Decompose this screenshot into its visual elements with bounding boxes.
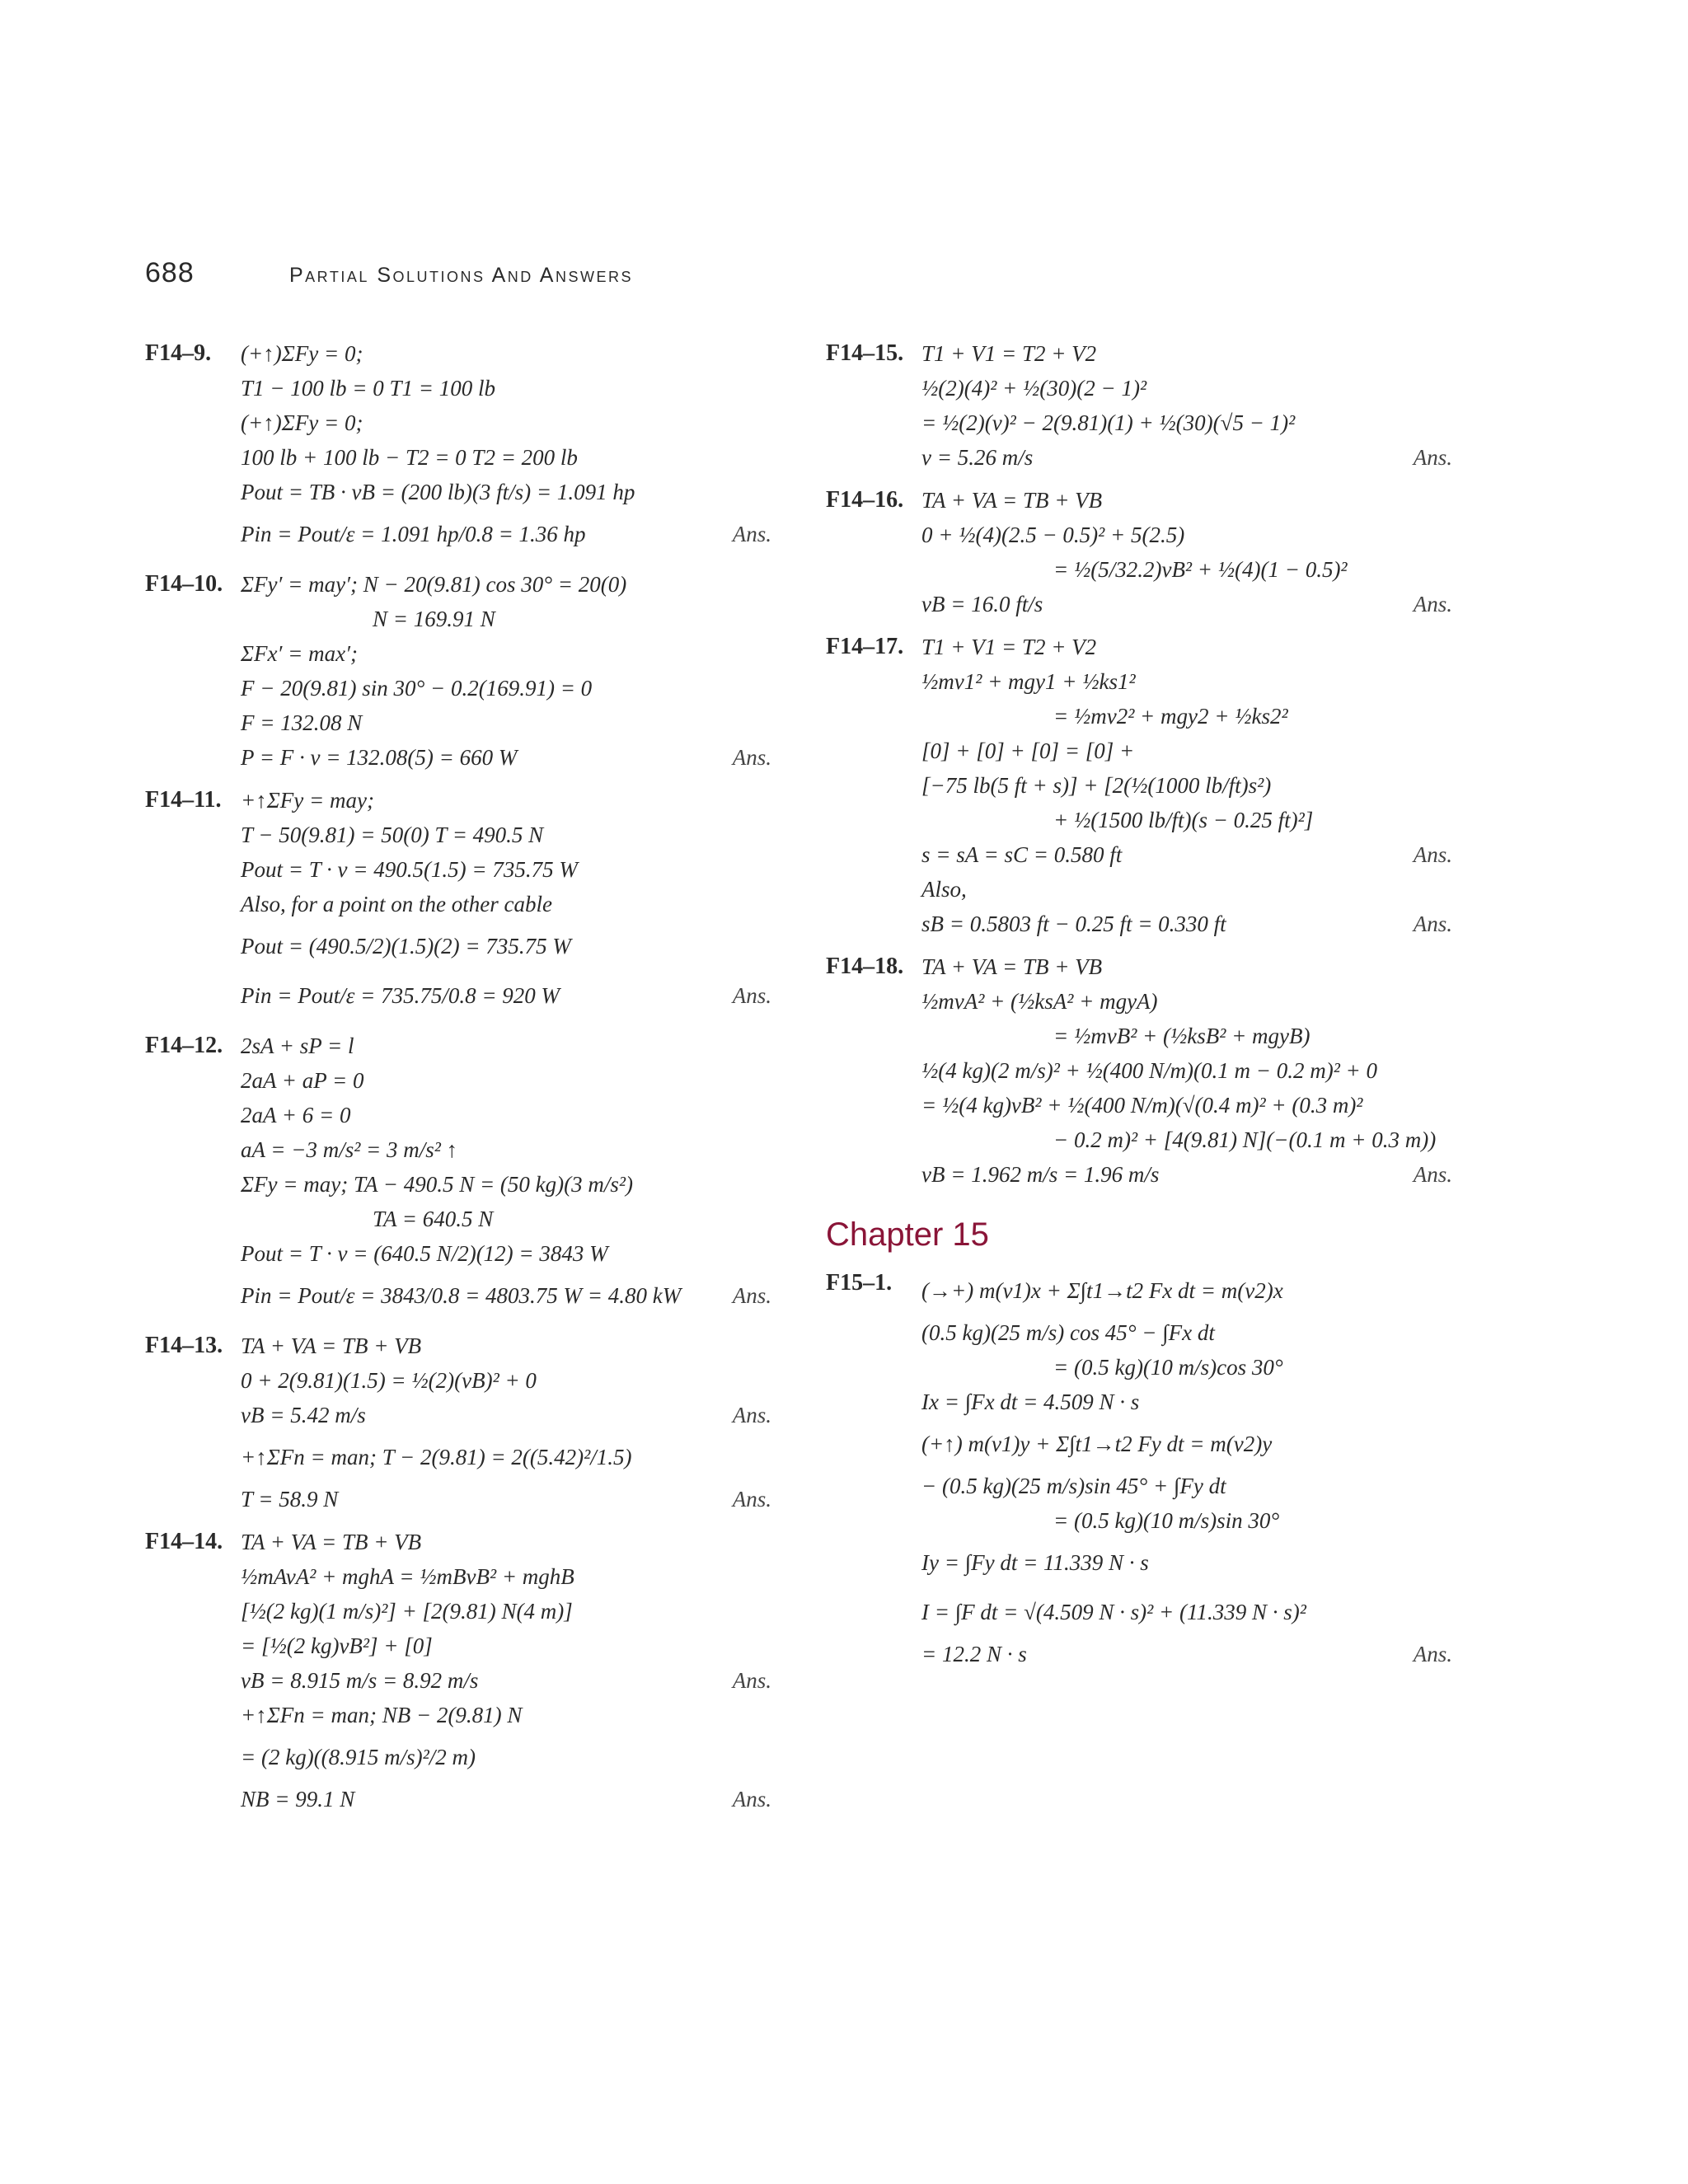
solution-line — [241, 783, 771, 818]
equation-text: 2aA + 6 = 0 — [241, 1103, 351, 1127]
equation-text: ΣFy = may; TA − 490.5 N = (50 kg)(3 m/s²) — [241, 1172, 633, 1197]
solution-line — [241, 509, 771, 559]
equation-text: T = 58.9 N — [241, 1487, 339, 1511]
solution-line — [921, 1350, 1452, 1385]
solution-line — [921, 483, 1452, 518]
solution-line — [241, 818, 771, 852]
solution-line — [241, 971, 771, 1020]
equation-text: (+↑)ΣFy = 0; — [241, 341, 363, 366]
solution-line — [921, 1503, 1452, 1538]
chapter-problems — [826, 1266, 1452, 1671]
answer-marker: Ans. — [1413, 912, 1452, 936]
right-column-problems — [826, 336, 1452, 1192]
solution-line — [241, 1482, 771, 1516]
solution-line — [921, 1266, 1452, 1315]
equation-text: Pin = Pout/ε = 735.75/0.8 = 920 W — [241, 983, 560, 1008]
solution-line — [921, 733, 1452, 768]
solution-line — [241, 1432, 771, 1482]
equation-text: sB = 0.5803 ft − 0.25 ft = 0.330 ft — [921, 912, 1226, 936]
problem-number: F14–10. — [145, 571, 223, 597]
equation-text: = ½(5/32.2)vB² + ½(4)(1 − 0.5)² — [1053, 557, 1348, 582]
problem-block — [826, 630, 1452, 941]
solution-line — [921, 371, 1452, 405]
equation-text: +↑ΣFy = may; — [241, 788, 374, 813]
solution-lines — [241, 1329, 771, 1516]
solution-line — [921, 630, 1452, 664]
problem-number: F14–11. — [145, 787, 222, 813]
equation-text: aA = −3 m/s² = 3 m/s² ↑ — [241, 1137, 458, 1162]
equation-text: + ½(1500 lb/ft)(s − 0.25 ft)²] — [1053, 808, 1314, 832]
solution-line — [921, 1088, 1452, 1122]
solution-line — [241, 371, 771, 405]
solution-line — [921, 768, 1452, 803]
solution-line — [241, 852, 771, 887]
equation-text: (+↑) m(v1)y + Σ∫t1→t2 Fy dt = m(v2)y — [921, 1432, 1273, 1456]
solution-line — [241, 1132, 771, 1167]
equation-text: s = sA = sC = 0.580 ft — [921, 842, 1123, 867]
solution-line — [921, 907, 1452, 941]
solution-line — [921, 1469, 1452, 1503]
running-head: Partial Solutions And Answers — [289, 264, 633, 287]
solution-line — [241, 475, 771, 509]
solution-lines — [241, 1525, 771, 1816]
equation-text: F − 20(9.81) sin 30° − 0.2(169.91) = 0 — [241, 676, 593, 701]
equation-text: T1 + V1 = T2 + V2 — [921, 341, 1097, 366]
equation-text: Pin = Pout/ε = 1.091 hp/0.8 = 1.36 hp — [241, 522, 586, 546]
solution-line — [921, 440, 1452, 475]
equation-text: Ix = ∫Fx dt = 4.509 N · s — [921, 1390, 1140, 1414]
equation-text: = ½mvB² + (½ksB² + mgyB) — [1053, 1024, 1311, 1048]
equation-text: = ½mv2² + mgy2 + ½ks2² — [1053, 704, 1288, 729]
problem-number: F14–17. — [826, 634, 904, 659]
equation-text: TA + VA = TB + VB — [921, 488, 1103, 513]
solution-line — [921, 1587, 1452, 1637]
equation-text: vB = 8.915 m/s = 8.92 m/s — [241, 1668, 479, 1693]
problem-number: F14–9. — [145, 340, 212, 366]
equation-text: ½mv1² + mgy1 + ½ks1² — [921, 669, 1136, 694]
equation-text: TA + VA = TB + VB — [241, 1333, 422, 1358]
equation-text: ½(2)(4)² + ½(30)(2 − 1)² — [921, 376, 1147, 401]
equation-text: NB = 99.1 N — [241, 1787, 355, 1811]
equation-text: +↑ΣFn = man; NB − 2(9.81) N — [241, 1703, 523, 1727]
solution-line — [241, 1525, 771, 1559]
equation-text: = ½(2)(v)² − 2(9.81)(1) + ½(30)(√5 − 1)² — [921, 410, 1296, 435]
equation-text: = (0.5 kg)(10 m/s)cos 30° — [1053, 1355, 1283, 1380]
equation-text: ½mvA² + (½ksA² + mgyA) — [921, 989, 1158, 1014]
equation-text: = [½(2 kg)vB²] + [0] — [241, 1633, 433, 1658]
equation-text: T1 + V1 = T2 + V2 — [921, 635, 1097, 659]
problem-number: F14–15. — [826, 340, 904, 366]
solution-line — [921, 518, 1452, 552]
problem-number: F14–16. — [826, 487, 904, 513]
solution-line — [241, 1271, 771, 1320]
solution-line — [921, 1637, 1452, 1671]
answer-marker: Ans. — [732, 745, 771, 770]
solution-line — [921, 405, 1452, 440]
solution-lines — [241, 336, 771, 559]
solution-line — [241, 671, 771, 705]
solution-lines — [921, 1266, 1452, 1671]
solution-line — [241, 1236, 771, 1271]
problem-number: F14–13. — [145, 1333, 223, 1358]
solution-line — [241, 567, 771, 602]
problem-block — [145, 567, 771, 775]
answer-marker: Ans. — [732, 1403, 771, 1427]
equation-text: Also, — [921, 877, 967, 902]
equation-text: v = 5.26 m/s — [921, 445, 1034, 470]
equation-text: [0] + [0] + [0] = [0] + — [921, 738, 1135, 763]
equation-text: (+↑)ΣFy = 0; — [241, 410, 363, 435]
solution-line — [241, 336, 771, 371]
equation-text: T1 − 100 lb = 0 T1 = 100 lb — [241, 376, 495, 401]
equation-text: Pout = T · v = 490.5(1.5) = 735.75 W — [241, 857, 578, 882]
solution-line — [921, 1538, 1452, 1587]
equation-text: Iy = ∫Fy dt = 11.339 N · s — [921, 1550, 1149, 1575]
solution-line — [921, 1419, 1452, 1469]
equation-text: Also, for a point on the other cable — [241, 892, 552, 916]
answer-marker: Ans. — [732, 1487, 771, 1511]
equation-text: I = ∫F dt = √(4.509 N · s)² + (11.339 N · s)² — [921, 1600, 1306, 1624]
solution-line — [241, 740, 771, 775]
solution-line — [921, 1019, 1452, 1053]
solution-line — [241, 921, 771, 971]
solution-lines — [921, 949, 1452, 1192]
solution-lines — [241, 567, 771, 775]
left-column — [145, 336, 771, 1825]
equation-text: vB = 1.962 m/s = 1.96 m/s — [921, 1162, 1160, 1187]
equation-text: − 0.2 m)² + [4(9.81) N](−(0.1 m + 0.3 m)) — [1053, 1127, 1437, 1152]
solution-line — [241, 1559, 771, 1594]
equation-text: Pout = TB · vB = (200 lb)(3 ft/s) = 1.091 hp — [241, 480, 635, 504]
equation-text: [½(2 kg)(1 m/s)²] + [2(9.81) N(4 m)] — [241, 1599, 573, 1624]
equation-text: 0 + 2(9.81)(1.5) = ½(2)(vB)² + 0 — [241, 1368, 537, 1393]
solution-line — [241, 1629, 771, 1663]
solution-line — [921, 949, 1452, 984]
solution-line — [241, 636, 771, 671]
solution-lines — [921, 336, 1452, 475]
equation-text: 100 lb + 100 lb − T2 = 0 T2 = 200 lb — [241, 445, 578, 470]
solution-line — [241, 1398, 771, 1432]
solution-line — [241, 405, 771, 440]
answer-marker: Ans. — [732, 1668, 771, 1693]
solution-line — [921, 1053, 1452, 1088]
equation-text: TA = 640.5 N — [373, 1207, 494, 1231]
page-number: 688 — [145, 257, 195, 288]
solution-line — [241, 602, 771, 636]
problem-block — [826, 1266, 1452, 1671]
equation-text: ΣFy′ = may′; N − 20(9.81) cos 30° = 20(0) — [241, 572, 627, 597]
equation-text: = ½(4 kg)vB² + ½(400 N/m)(√(0.4 m)² + (0.3 m)² — [921, 1093, 1363, 1118]
equation-text: vB = 5.42 m/s — [241, 1403, 366, 1427]
equation-text: (→+) m(v1)x + Σ∫t1→t2 Fx dt = m(v2)x — [921, 1278, 1283, 1303]
solution-line — [921, 699, 1452, 733]
solution-lines — [241, 1029, 771, 1320]
problem-block — [145, 1525, 771, 1816]
solution-line — [241, 1363, 771, 1398]
right-column — [826, 336, 1452, 1680]
problem-block — [826, 483, 1452, 621]
equation-text: = (2 kg)((8.915 m/s)²/2 m) — [241, 1745, 476, 1769]
solution-line — [241, 1167, 771, 1202]
solution-line — [921, 336, 1452, 371]
equation-text: T − 50(9.81) = 50(0) T = 490.5 N — [241, 823, 544, 847]
solution-line — [241, 1698, 771, 1732]
solution-line — [921, 837, 1452, 872]
equation-text: 0 + ½(4)(2.5 − 0.5)² + 5(2.5) — [921, 523, 1185, 547]
solution-line — [241, 1029, 771, 1063]
equation-text: ΣFx′ = max′; — [241, 641, 359, 666]
solution-line — [241, 1732, 771, 1782]
problem-block — [145, 1329, 771, 1516]
solution-line — [921, 664, 1452, 699]
answer-marker: Ans. — [732, 522, 771, 546]
solution-line — [241, 1063, 771, 1098]
solution-line — [241, 1663, 771, 1698]
problem-block — [145, 1029, 771, 1320]
solution-line — [921, 587, 1452, 621]
solution-line — [241, 1329, 771, 1363]
answer-marker: Ans. — [732, 1787, 771, 1811]
solution-line — [921, 984, 1452, 1019]
problem-number: F15–1. — [826, 1270, 893, 1296]
equation-text: ½(4 kg)(2 m/s)² + ½(400 N/m)(0.1 m − 0.2 m)² + 0 — [921, 1058, 1378, 1083]
answer-marker: Ans. — [1413, 1162, 1452, 1187]
equation-text: TA + VA = TB + VB — [241, 1530, 422, 1554]
solution-line — [921, 1157, 1452, 1192]
equation-text: (0.5 kg)(25 m/s) cos 45° − ∫Fx dt — [921, 1320, 1215, 1345]
solution-line — [241, 887, 771, 921]
answer-marker: Ans. — [1413, 592, 1452, 616]
solution-line — [241, 1782, 771, 1816]
solution-line — [241, 1202, 771, 1236]
solution-line — [921, 1315, 1452, 1350]
equation-text: 2sA + sP = l — [241, 1033, 354, 1058]
equation-text: +↑ΣFn = man; T − 2(9.81) = 2((5.42)²/1.5) — [241, 1445, 632, 1469]
problem-number: F14–14. — [145, 1529, 223, 1554]
problem-number: F14–18. — [826, 954, 904, 979]
answer-marker: Ans. — [732, 1283, 771, 1308]
solution-lines — [921, 483, 1452, 621]
equation-text: = (0.5 kg)(10 m/s)sin 30° — [1053, 1508, 1280, 1533]
equation-text: Pout = T · v = (640.5 N/2)(12) = 3843 W — [241, 1241, 608, 1266]
answer-marker: Ans. — [1413, 445, 1452, 470]
solution-lines — [241, 783, 771, 1020]
equation-text: = 12.2 N · s — [921, 1642, 1027, 1666]
solution-line — [241, 705, 771, 740]
equation-text: Pout = (490.5/2)(1.5)(2) = 735.75 W — [241, 934, 571, 958]
equation-text: Pin = Pout/ε = 3843/0.8 = 4803.75 W = 4.80 kW — [241, 1283, 682, 1308]
problem-block — [145, 783, 771, 1020]
solution-line — [241, 440, 771, 475]
chapter-heading: Chapter 15 — [826, 1216, 989, 1253]
equation-text: F = 132.08 N — [241, 710, 363, 735]
solution-lines — [921, 630, 1452, 941]
solution-line — [921, 872, 1452, 907]
equation-text: − (0.5 kg)(25 m/s)sin 45° + ∫Fy dt — [921, 1474, 1226, 1498]
equation-text: ½mAvA² + mghA = ½mBvB² + mghB — [241, 1564, 574, 1589]
solution-line — [921, 1385, 1452, 1419]
equation-text: TA + VA = TB + VB — [921, 954, 1103, 979]
answer-marker: Ans. — [1413, 1642, 1452, 1666]
equation-text: N = 169.91 N — [373, 607, 495, 631]
equation-text: vB = 16.0 ft/s — [921, 592, 1043, 616]
problem-block — [826, 336, 1452, 475]
solution-line — [921, 552, 1452, 587]
equation-text: P = F · v = 132.08(5) = 660 W — [241, 745, 518, 770]
problem-block — [826, 949, 1452, 1192]
answer-marker: Ans. — [1413, 842, 1452, 867]
equation-text: 2aA + aP = 0 — [241, 1068, 364, 1093]
problem-number: F14–12. — [145, 1033, 223, 1058]
answer-marker: Ans. — [732, 983, 771, 1008]
solution-line — [241, 1594, 771, 1629]
equation-text: [−75 lb(5 ft + s)] + [2(½(1000 lb/ft)s²) — [921, 773, 1272, 798]
solution-line — [921, 803, 1452, 837]
solution-line — [241, 1098, 771, 1132]
solution-line — [921, 1122, 1452, 1157]
page-header — [145, 257, 633, 293]
problem-block — [145, 336, 771, 559]
